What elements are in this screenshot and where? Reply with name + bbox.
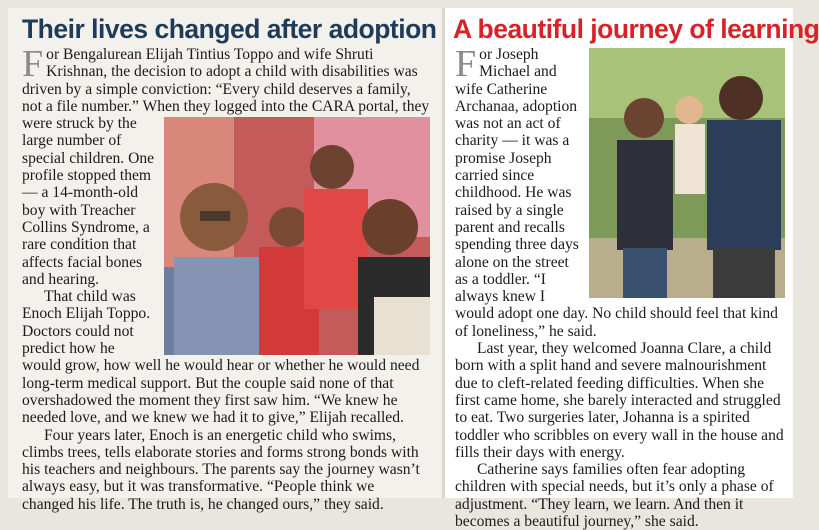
left-paragraph-3: Four years later, Enoch is an energetic child who swims, climbs trees, tells elaborate stories and forms strong bonds with his teachers and neighbours. The parents say the journey wasn’t always easy, but it was transformative. “People think we changed his life. The truth is, he changed ours,” they said. [22, 426, 420, 513]
family-photo-right-illustration [589, 48, 785, 298]
article-left-body [8, 44, 442, 513]
right-paragraph-2: Last year, they welcomed Joanna Clare, a child born with a split hand and severe malnourishment due to cleft-related feeding difficulties. When she first came home, she barely interacted and struggled to eat. Two surgeries later, Johanna is a spirited toddler who scribbles on every wall in the house and fills their days with energy. [455, 340, 784, 461]
article-left-headline: Their lives changed after adoption [22, 14, 437, 44]
family-photo-right [589, 48, 785, 298]
family-photo-left-illustration [164, 117, 430, 355]
right-paragraph-3: Catherine says families often fear adopting children with special needs, but it’s only a phase of adjustment. “They learn, we learn. And then it becomes a beautiful journey,” she said. [455, 461, 774, 530]
right-paragraph-1: or Joseph Michael and wife Catherine Archanaa, adoption was not an act of charity — it was a promise Joseph carried since childhood. He was raised by a single parent and recalls spending three days alone on the street as a toddler. “I always knew I would adopt one day. No child should feel that kind of loneliness,” he said. [455, 46, 778, 340]
left-paragraph-2: That child was Enoch Elijah Toppo. Doctors could not predict how he would grow, how well he would hear or whether he would need long-term medical support. But the couple said none of that overshadowed the moment they first saw him. “We knew he needed love, and we knew we had it to give,” Elijah recalled. [22, 288, 420, 427]
left-paragraph-1-part-2: the large number of special children. One profile stopped them — a 14-month-old boy with Treacher Collins Syndrome, a rare condition that affects facial bones and hearing. [22, 115, 155, 288]
newspaper-page [8, 8, 819, 530]
article-left [8, 8, 442, 513]
article-right-headline: A beautiful journey of learning [453, 14, 819, 44]
article-right [445, 8, 819, 530]
right-dropcap: F [455, 43, 477, 85]
family-photo-left [164, 117, 430, 355]
left-dropcap: F [22, 43, 44, 85]
left-paragraph-1-part-1: or Bengalurean Elijah Tintius Toppo and wife Shruti Krishnan, the decision to adopt a child with disabilities was driven by a simple conviction: “Every child deserves a family, not a file number.” When they logged into the CARA portal, they were struck by [22, 46, 430, 133]
article-right-body [445, 44, 793, 530]
